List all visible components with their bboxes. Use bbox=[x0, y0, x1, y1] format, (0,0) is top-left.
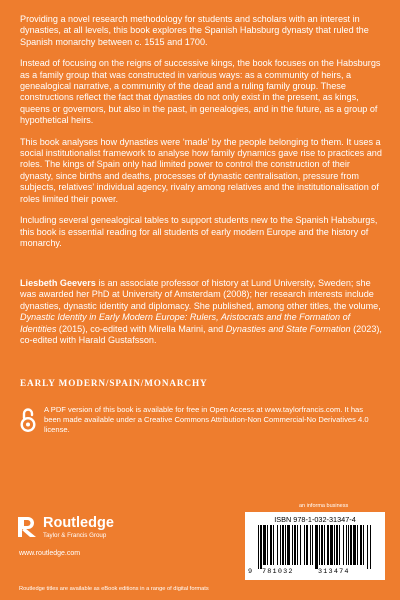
barcode-bar bbox=[370, 525, 371, 569]
barcode-bar bbox=[321, 525, 323, 565]
barcode-bar bbox=[310, 525, 311, 565]
barcode-bar bbox=[357, 525, 358, 565]
barcode-bar bbox=[300, 525, 301, 565]
barcode-bar bbox=[277, 525, 278, 565]
barcode-bar bbox=[297, 525, 298, 565]
barcode-bar bbox=[306, 525, 308, 565]
barcode-bar bbox=[350, 525, 352, 565]
barcode-bar bbox=[294, 525, 296, 565]
barcode-bar bbox=[260, 525, 262, 569]
publisher-name: Routledge bbox=[43, 515, 114, 531]
informa-tagline: an informa business bbox=[299, 503, 349, 509]
barcode-bar bbox=[267, 525, 268, 565]
barcode-bar bbox=[334, 525, 335, 565]
barcode-bar bbox=[304, 525, 305, 565]
routledge-logo-icon bbox=[16, 515, 38, 539]
barcode-bar bbox=[263, 525, 266, 565]
open-access-text: A PDF version of this book is available for free in Open Access at www.taylorfrancis.com. It has been made available under a Creative Commons Attribution-Non Commercial-No Derivatives 4.0 license. bbox=[44, 405, 369, 434]
barcode-bar bbox=[270, 525, 272, 565]
barcode-left-digits: 781032 bbox=[262, 568, 294, 576]
barcode-bar bbox=[360, 525, 362, 565]
barcode-bar bbox=[273, 525, 274, 565]
barcode-bar bbox=[327, 525, 329, 565]
barcode-bar bbox=[346, 525, 347, 565]
barcode-right-digits: 313474 bbox=[318, 568, 350, 576]
bio-text-1: is an associate professor of history at Lund University, Sweden; she was awarded her PhD at University of Amsterdam (2008); her research interests include dynasties, dynastic identity and diplomacy. She published, among other titles, the volume, bbox=[20, 278, 381, 311]
barcode-bar bbox=[282, 525, 284, 565]
barcode-bar bbox=[348, 525, 349, 565]
barcode-bar bbox=[315, 525, 318, 569]
barcode-bar bbox=[343, 525, 344, 565]
barcode-bar bbox=[312, 525, 313, 565]
barcode-bar bbox=[287, 525, 290, 565]
bio-book-title-2: Dynasties and State Formation bbox=[225, 323, 351, 334]
barcode-first-digit: 9 bbox=[248, 568, 253, 576]
barcode-block bbox=[245, 512, 385, 580]
barcode-bar bbox=[363, 525, 364, 565]
barcode-bar bbox=[285, 525, 286, 565]
publisher-group: Taylor & Francis Group bbox=[43, 532, 107, 539]
barcode-bar bbox=[319, 525, 320, 565]
author-bio bbox=[20, 278, 382, 346]
blurb-paragraph-4: Including several genealogical tables to support students new to the Spanish Habsburgs, this book is essential reading for all students of early modern Europe and the history of monarchy. bbox=[20, 215, 378, 248]
publisher-website: www.routledge.com bbox=[19, 550, 81, 557]
author-name: Liesbeth Geevers bbox=[20, 278, 96, 288]
barcode bbox=[256, 525, 374, 569]
bio-text-2: (2015), co-edited with Mirella Marini, and bbox=[56, 323, 226, 334]
barcode-bar bbox=[258, 525, 259, 569]
subject-category: EARLY MODERN/SPAIN/MONARCHY bbox=[20, 378, 208, 388]
blurb-paragraph-1: Providing a novel research methodology for students and scholars with an interest in dynasties, at all levels, this book explores the Spanish Habsburg dynasty that ruled the Spanish monarchy between c. 1515 and 1700. bbox=[20, 14, 369, 47]
open-access-lock-icon bbox=[20, 407, 36, 433]
blurb-paragraph-3: This book analyses how dynasties were ‘made’ by the people belonging to them. It uses a social institutionalist framework to analyse how family dynamics gave rise to practices and roles. The kings of Spain only had limited power to control the construction of their dynasty, since births and deaths, processes of dynastic centralisation, pressure from subjects, relatives’ individual agency, rivalry among relatives and the institutionalisation of roles limited their power. bbox=[20, 136, 382, 204]
barcode-bar bbox=[367, 525, 368, 569]
barcode-bar bbox=[292, 525, 293, 565]
ebook-footnote: Routledge titles are available as eBook editions in a range of digital formats bbox=[19, 586, 209, 592]
isbn-label: ISBN 978-1-032-31347-4 bbox=[274, 515, 356, 524]
barcode-bar bbox=[339, 525, 340, 565]
blurb-paragraph-2: Instead of focusing on the reigns of successive kings, the book focuses on the Habsburgs as a family group that was constructed in various ways: as a community of heirs, a genealogical narrative, a community of the dead and a ruling family group. These constructions reflect the fact that dynasties do not only exist in the present, as kings, queens or governors, but also in the past, in genealogies, and in the future, as a group of hypothetical heirs. bbox=[20, 58, 381, 126]
barcode-bar bbox=[336, 525, 338, 565]
cover-blurb bbox=[20, 14, 382, 259]
barcode-bar bbox=[324, 525, 325, 565]
bio-book-title-1: Dynastic Identity in Early Modern Europe: Rulers, Aristocrats and the Formation of Identities bbox=[20, 312, 351, 334]
publisher-logo bbox=[16, 514, 136, 554]
barcode-bar bbox=[330, 525, 333, 565]
bio-text-3: (2023), co-edited with Harald Gustafsson. bbox=[20, 323, 382, 346]
barcode-bar bbox=[280, 525, 281, 565]
barcode-bar bbox=[353, 525, 356, 565]
